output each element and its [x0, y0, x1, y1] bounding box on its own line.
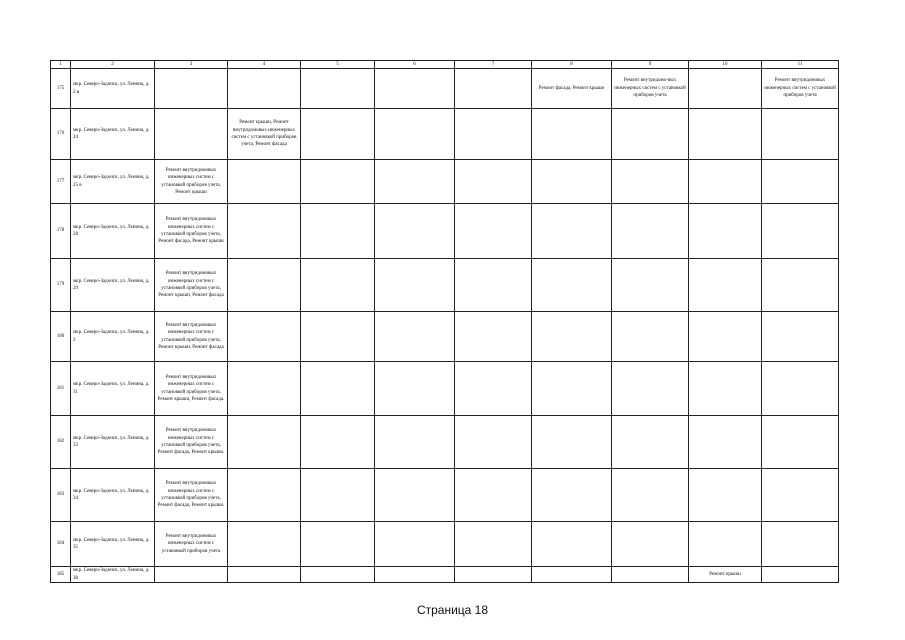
work-cell	[532, 416, 612, 469]
column-header: 10	[689, 61, 762, 69]
work-cell	[532, 362, 612, 416]
row-number: 182	[51, 416, 71, 469]
work-cell	[228, 312, 301, 362]
work-cell	[301, 469, 375, 522]
work-cell	[689, 469, 762, 522]
work-cell	[689, 416, 762, 469]
work-cell	[762, 469, 839, 522]
work-cell	[301, 567, 375, 583]
row-number: 181	[51, 362, 71, 416]
work-cell	[612, 362, 689, 416]
work-cell	[301, 204, 375, 259]
address-cell: мкр. Северо-Задонск, ул. Ленина, д. 38	[71, 567, 155, 583]
column-header: 6	[375, 61, 455, 69]
work-cell	[689, 259, 762, 312]
row-number: 183	[51, 469, 71, 522]
work-cell	[228, 362, 301, 416]
work-cell	[532, 522, 612, 567]
work-cell	[155, 69, 228, 109]
work-cell	[455, 204, 532, 259]
column-header: 7	[455, 61, 532, 69]
work-cell	[532, 469, 612, 522]
work-cell	[532, 204, 612, 259]
work-cell	[689, 522, 762, 567]
work-cell	[532, 259, 612, 312]
work-cell	[762, 160, 839, 204]
row-number: 185	[51, 567, 71, 583]
work-cell	[301, 160, 375, 204]
row-number: 184	[51, 522, 71, 567]
column-header: 9	[612, 61, 689, 69]
column-header: 2	[71, 61, 155, 69]
work-cell	[689, 204, 762, 259]
address-cell: мкр. Северо-Задонск, ул. Ленина, д. 35	[71, 522, 155, 567]
work-cell	[301, 522, 375, 567]
row-number: 176	[51, 109, 71, 160]
work-cell: Ремонт внутридомовых инженерных систем с установкой приборов учета, Ремонт крыши, Ремонт фасада	[155, 312, 228, 362]
work-cell	[532, 312, 612, 362]
work-cell	[455, 312, 532, 362]
address-cell: мкр. Северо-Задонск, ул. Ленина, д. 31	[71, 362, 155, 416]
table-row	[51, 469, 839, 522]
work-cell	[612, 567, 689, 583]
table-row	[51, 69, 839, 109]
work-cell	[689, 69, 762, 109]
work-cell	[612, 416, 689, 469]
work-cell	[612, 109, 689, 160]
work-cell: Ремонт крыши, Ремонт внутридомовых инженерных систем с установкой приборов учета, Ремонт фасада	[228, 109, 301, 160]
address-cell: мкр. Северо-Задонск, ул. Ленина, д. 3	[71, 312, 155, 362]
table-row	[51, 522, 839, 567]
work-cell	[301, 416, 375, 469]
work-cell	[375, 522, 455, 567]
work-cell	[455, 109, 532, 160]
work-cell	[689, 109, 762, 160]
work-cell: Ремонт внутридомовых инженерных систем с установкой приборов учета, Ремонт фасада, Ремонт крыши.	[155, 469, 228, 522]
column-header: 8	[532, 61, 612, 69]
row-number: 177	[51, 160, 71, 204]
work-cell	[301, 109, 375, 160]
work-cell	[375, 567, 455, 583]
row-number: 180	[51, 312, 71, 362]
column-header: 5	[301, 61, 375, 69]
work-cell	[375, 312, 455, 362]
work-cell	[532, 109, 612, 160]
work-cell	[612, 522, 689, 567]
work-cell	[375, 109, 455, 160]
table-row	[51, 312, 839, 362]
work-cell	[762, 259, 839, 312]
work-cell	[762, 204, 839, 259]
work-cell	[612, 312, 689, 362]
work-cell	[155, 567, 228, 583]
table-row	[51, 109, 839, 160]
work-cell	[155, 109, 228, 160]
work-cell	[455, 567, 532, 583]
work-cell	[375, 160, 455, 204]
table-row	[51, 362, 839, 416]
work-cell: Ремонт внутридомо-вых инженерных систем с установкой приборов учета	[612, 69, 689, 109]
work-cell	[762, 362, 839, 416]
work-cell: Ремонт внутридомовых инженерных систем с установкой приборов учета, Ремонт крыши	[155, 160, 228, 204]
row-number: 178	[51, 204, 71, 259]
work-cell	[689, 160, 762, 204]
row-number: 175	[51, 69, 71, 109]
column-header: 4	[228, 61, 301, 69]
work-cell	[762, 312, 839, 362]
work-cell	[455, 416, 532, 469]
address-cell: мкр. Северо-Задонск, ул. Ленина, д. 29	[71, 259, 155, 312]
row-number: 179	[51, 259, 71, 312]
work-cell	[455, 259, 532, 312]
work-cell: Ремонт фасада, Ремонт крыши	[532, 69, 612, 109]
work-cell	[612, 259, 689, 312]
work-cell	[689, 312, 762, 362]
work-cell	[375, 469, 455, 522]
work-cell	[301, 362, 375, 416]
work-cell	[612, 204, 689, 259]
work-cell	[762, 109, 839, 160]
work-cell	[455, 522, 532, 567]
work-cell	[455, 160, 532, 204]
work-cell	[375, 69, 455, 109]
column-header: 3	[155, 61, 228, 69]
work-cell	[228, 259, 301, 312]
work-cell	[228, 69, 301, 109]
work-cell	[228, 416, 301, 469]
column-header: 11	[762, 61, 839, 69]
work-cell	[532, 160, 612, 204]
work-cell: Ремонт внутридомовых инженерных систем с установкой приборов учета, Ремонт фасада, Ремонт крыши	[155, 204, 228, 259]
work-cell	[375, 204, 455, 259]
table-row	[51, 259, 839, 312]
work-cell	[228, 204, 301, 259]
header-row	[51, 61, 839, 69]
work-cell: Ремонт крыши	[689, 567, 762, 583]
work-cell	[762, 567, 839, 583]
work-cell	[455, 69, 532, 109]
table-row	[51, 204, 839, 259]
work-cell: Ремонт внутридомовых инженерных систем с установкой приборов учета, Ремонт крыши, Ремонт фасада	[155, 259, 228, 312]
work-cell: Ремонт внутридомовых инженерных систем с установкой приборов учета, Ремонт крыши, Ремонт фасада.	[155, 362, 228, 416]
address-cell: мкр. Северо-Задонск, ул. Ленина, д. 2 в	[71, 69, 155, 109]
work-cell	[228, 469, 301, 522]
address-cell: мкр. Северо-Задонск, ул. Ленина, д. 24	[71, 109, 155, 160]
work-cell	[375, 362, 455, 416]
work-cell	[375, 259, 455, 312]
table-row	[51, 567, 839, 583]
table-row	[51, 416, 839, 469]
work-cell	[228, 522, 301, 567]
address-cell: мкр. Северо-Задонск, ул. Ленина, д. 25 в	[71, 160, 155, 204]
work-cell	[228, 160, 301, 204]
column-header: 1	[51, 61, 71, 69]
work-cell	[301, 312, 375, 362]
work-cell	[301, 69, 375, 109]
work-cell	[455, 362, 532, 416]
work-cell	[689, 362, 762, 416]
table-row	[51, 160, 839, 204]
page-number: Страница 18	[416, 603, 489, 617]
work-cell	[612, 160, 689, 204]
work-cell	[301, 259, 375, 312]
work-cell	[455, 469, 532, 522]
work-cell: Ремонт внутридомовых инженерных систем с установкой приборов учета	[155, 522, 228, 567]
work-cell: Ремонт внутридомовых инженерных систем с установкой приборов учета	[762, 69, 839, 109]
work-cell	[762, 522, 839, 567]
address-cell: мкр. Северо-Задонск, ул. Ленина, д. 32	[71, 416, 155, 469]
address-cell: мкр. Северо-Задонск, ул. Ленина, д. 28	[71, 204, 155, 259]
address-cell: мкр. Северо-Задонск, ул. Ленина, д. 34	[71, 469, 155, 522]
work-cell: Ремонт внутридомовых инженерных систем с установкой приборов учета, Ремонт фасада, Ремонт крыши.	[155, 416, 228, 469]
work-cell	[228, 567, 301, 583]
work-cell	[762, 416, 839, 469]
works-table	[50, 60, 839, 583]
work-cell	[375, 416, 455, 469]
work-cell	[612, 469, 689, 522]
work-cell	[532, 567, 612, 583]
